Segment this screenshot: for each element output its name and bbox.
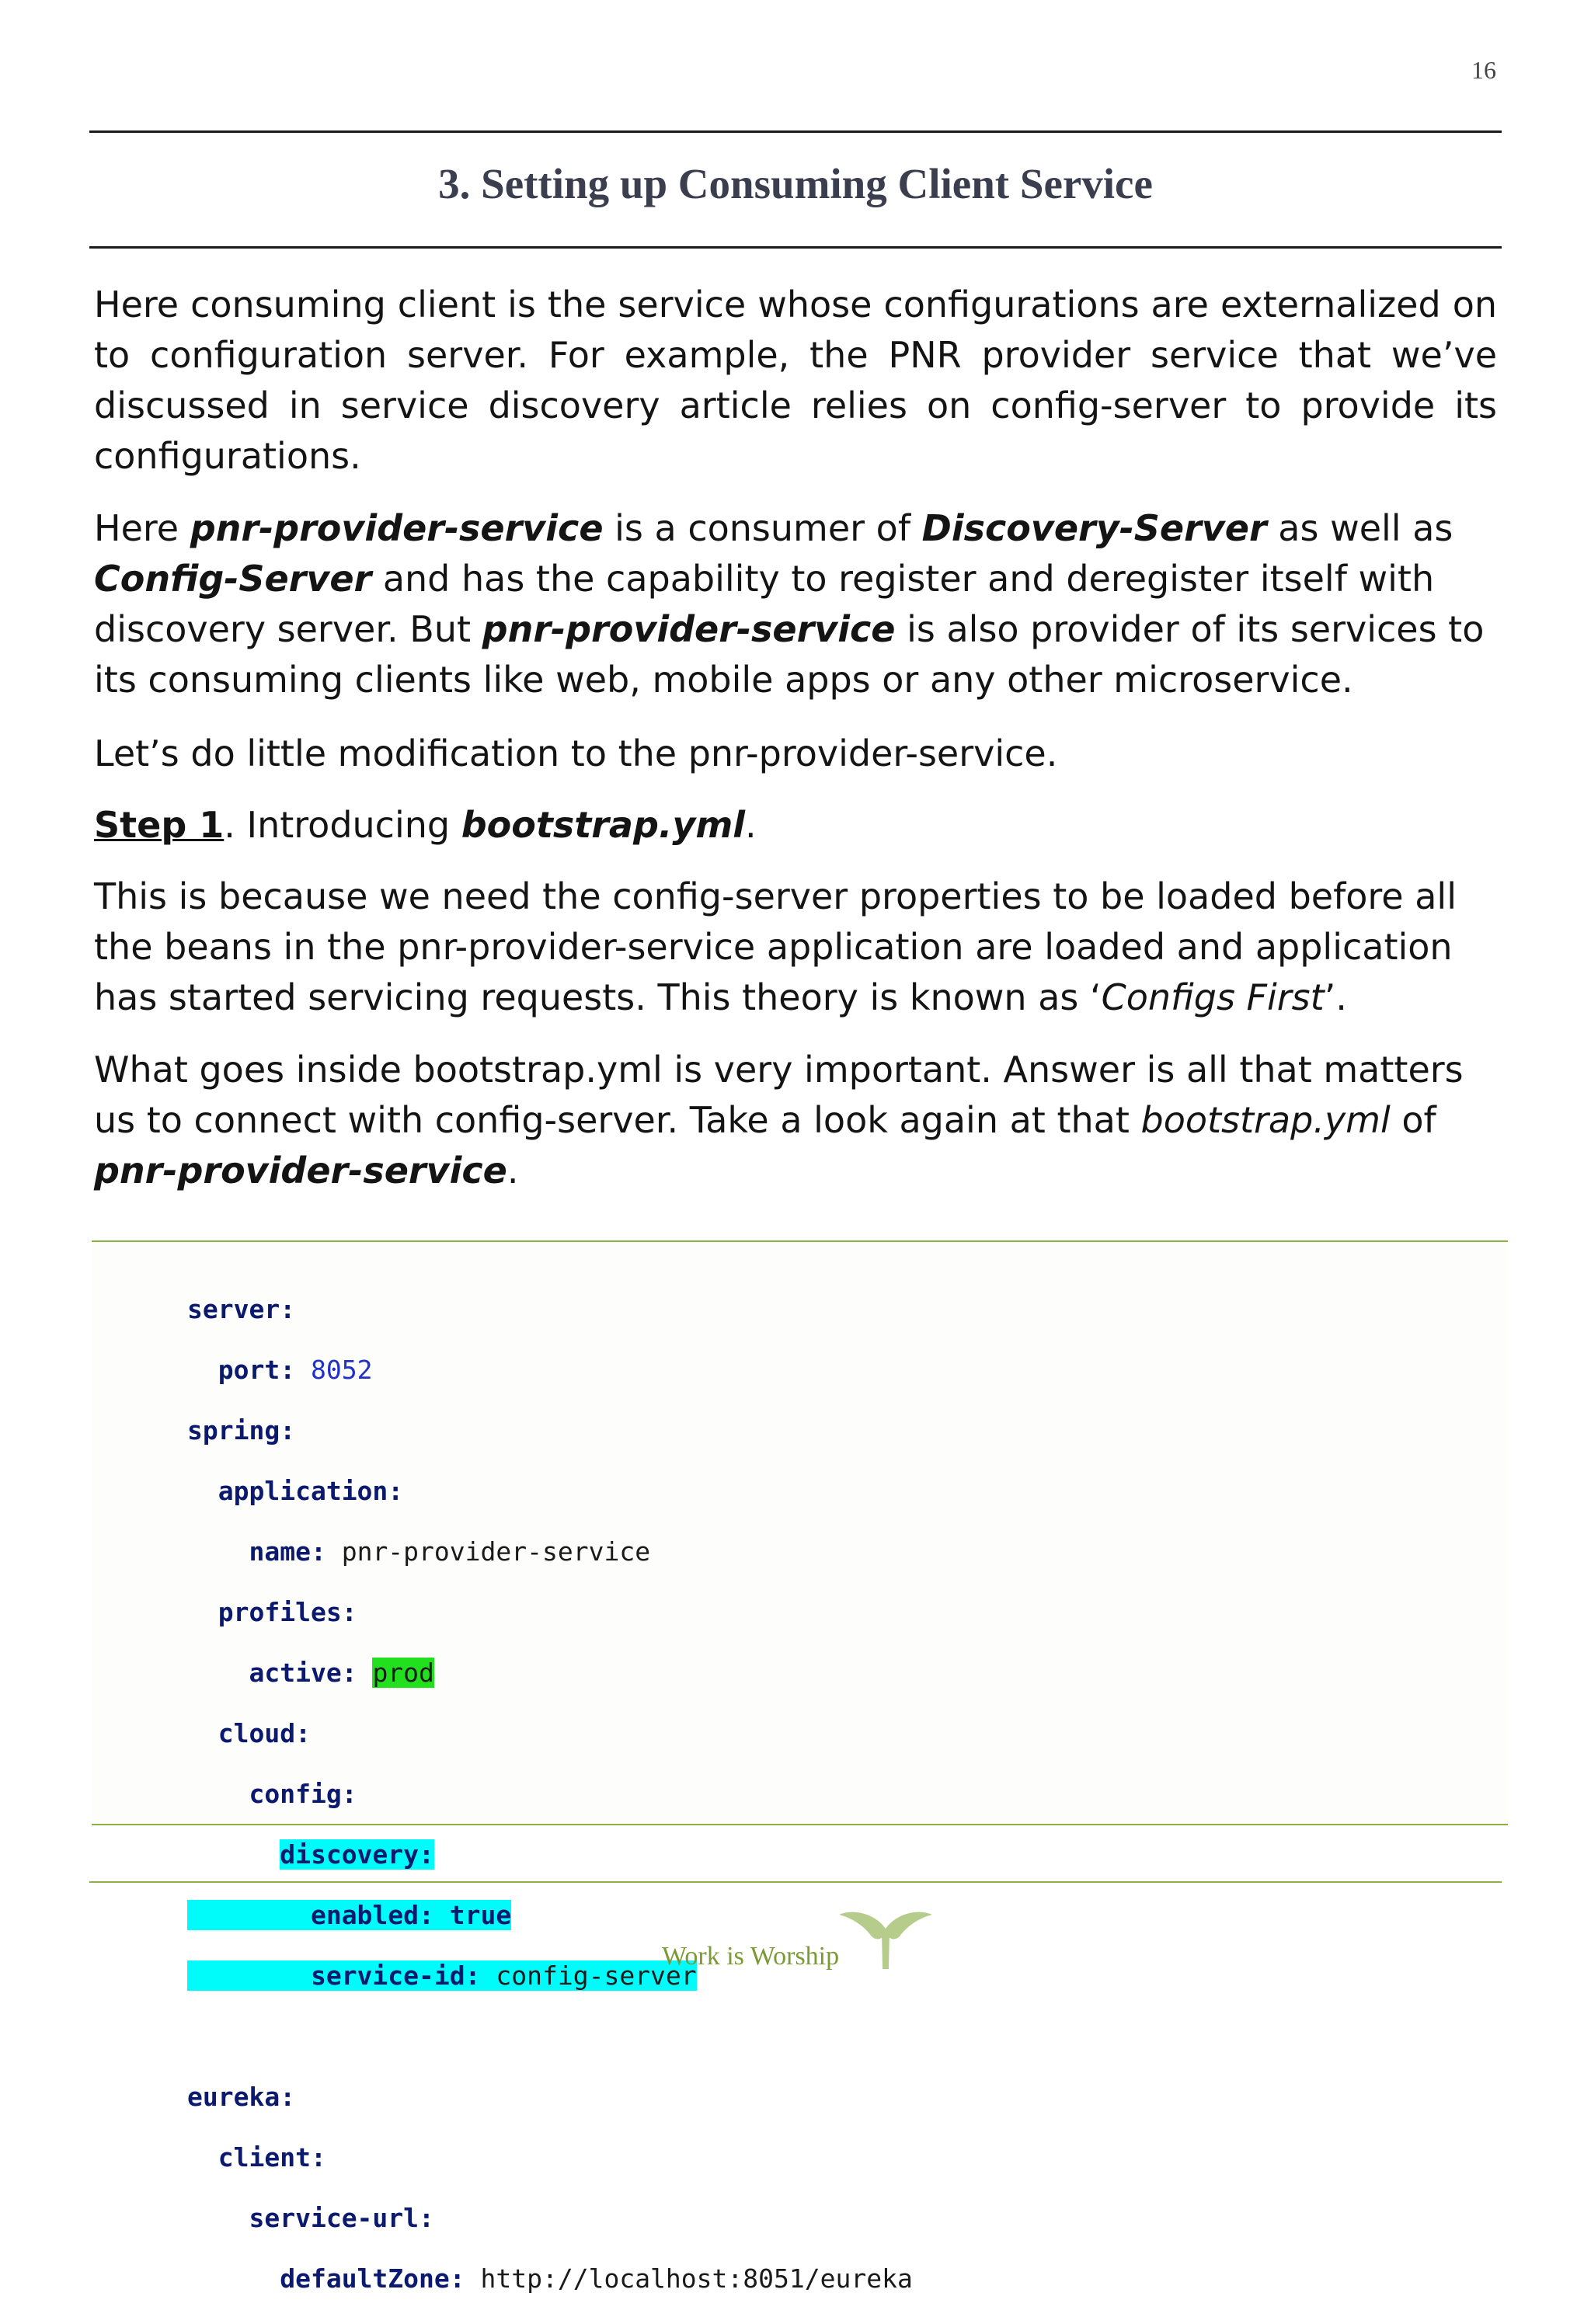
code-line	[187, 2263, 913, 2294]
yaml-value: pnr-provider-service	[341, 1536, 651, 1567]
code-top-rule	[92, 1240, 1508, 1242]
title-bottom-rule	[89, 246, 1502, 249]
code-line	[187, 1718, 913, 1748]
code-line	[187, 1597, 913, 1627]
yaml-key: config:	[249, 1779, 357, 1809]
step-label: Step 1	[94, 804, 225, 846]
bootstrap-yml-code	[187, 1264, 913, 2324]
yaml-key: eureka:	[187, 2082, 296, 2112]
yaml-value: http://localhost:8051/eureka	[480, 2263, 913, 2294]
filename-emphasis: bootstrap.yml	[461, 804, 746, 846]
text-run: . Introducing	[224, 804, 461, 846]
step-heading	[94, 800, 1497, 851]
yaml-value: 8052	[310, 1355, 373, 1385]
footer-motto: Work is Worship	[662, 1942, 840, 1971]
code-line	[187, 1294, 913, 1324]
footer-rule	[89, 1881, 1502, 1883]
yaml-key: application:	[218, 1476, 404, 1506]
config-server-emphasis: Config-Server	[94, 558, 372, 600]
text-run: is a consumer of	[603, 507, 922, 549]
highlighted-yaml-value: prod	[372, 1658, 434, 1688]
code-line	[187, 1839, 913, 1870]
text-run: and has the capability to register and deregister itself with discovery server. But	[94, 558, 1435, 650]
text-run: of	[1390, 1099, 1436, 1141]
code-line	[187, 2142, 913, 2173]
yaml-key: cloud:	[218, 1718, 311, 1748]
yaml-key: service-url:	[249, 2203, 434, 2233]
code-line	[187, 2203, 913, 2233]
text-run: as well as	[1266, 507, 1453, 549]
text-run: What goes inside bootstrap.yml is very important. Answer is all that matters us to connect with config-server. Take a look again at that	[94, 1049, 1464, 1141]
yaml-key: client:	[218, 2142, 326, 2173]
code-line	[187, 1476, 913, 1506]
yaml-key: server:	[187, 1294, 296, 1324]
yaml-key: enabled:	[310, 1900, 434, 1930]
page-number: 16	[1471, 56, 1496, 84]
yaml-key: profiles:	[218, 1597, 357, 1627]
text-run: Here	[94, 507, 190, 549]
text-run: ’.	[1324, 976, 1347, 1018]
yaml-key: port:	[218, 1355, 296, 1385]
yaml-key: active:	[249, 1658, 357, 1688]
intro-paragraph: Here consuming client is the service whose configurations are externalized on to configuration server. For example, the PNR provider service that we’ve discussed in service discovery article relies on config-server to provide its configurations.	[94, 284, 1497, 477]
service-name-emphasis: pnr-provider-service	[482, 608, 896, 650]
configs-first-emphasis: Configs First	[1101, 976, 1325, 1018]
service-name-emphasis: pnr-provider-service	[190, 507, 604, 549]
discovery-server-emphasis: Discovery-Server	[921, 507, 1267, 549]
filename-italic: bootstrap.yml	[1140, 1099, 1391, 1141]
title-top-rule	[89, 130, 1502, 133]
sprout-icon	[837, 1905, 934, 1971]
text-run: .	[745, 804, 757, 846]
text-run: .	[507, 1150, 519, 1192]
code-line	[187, 1415, 913, 1446]
yaml-key: name:	[249, 1536, 326, 1567]
modification-paragraph: Let’s do little modification to the pnr-provider-service.	[94, 732, 1058, 774]
code-line	[187, 1900, 913, 1930]
code-line	[187, 1355, 913, 1385]
text-run: is also provider of its services to its consuming clients like web, mobile apps or any other microservice.	[94, 608, 1485, 701]
chapter-title: 3. Setting up Consuming Client Service	[438, 160, 1153, 207]
code-line	[187, 1779, 913, 1809]
code-line	[187, 1536, 913, 1567]
configs-first-paragraph	[94, 872, 1497, 1023]
yaml-key: defaultZone:	[280, 2263, 465, 2294]
text-run: This is because we need the config-server properties to be loaded before all the beans in the pnr-provider-service application are loaded and application has started servicing requests. This theory is known as ‘	[94, 875, 1457, 1018]
bootstrap-paragraph	[94, 1045, 1497, 1196]
service-name-emphasis: pnr-provider-service	[94, 1150, 507, 1192]
code-line	[187, 2021, 913, 2051]
yaml-key: service-id:	[310, 1960, 481, 1991]
yaml-value: config-server	[496, 1960, 697, 1991]
code-line	[187, 2082, 913, 2112]
consumer-paragraph	[94, 503, 1497, 705]
yaml-value: true	[449, 1900, 512, 1930]
code-line	[187, 1658, 913, 1688]
yaml-key: spring:	[187, 1415, 296, 1446]
highlighted-yaml-key: discovery:	[280, 1839, 434, 1870]
